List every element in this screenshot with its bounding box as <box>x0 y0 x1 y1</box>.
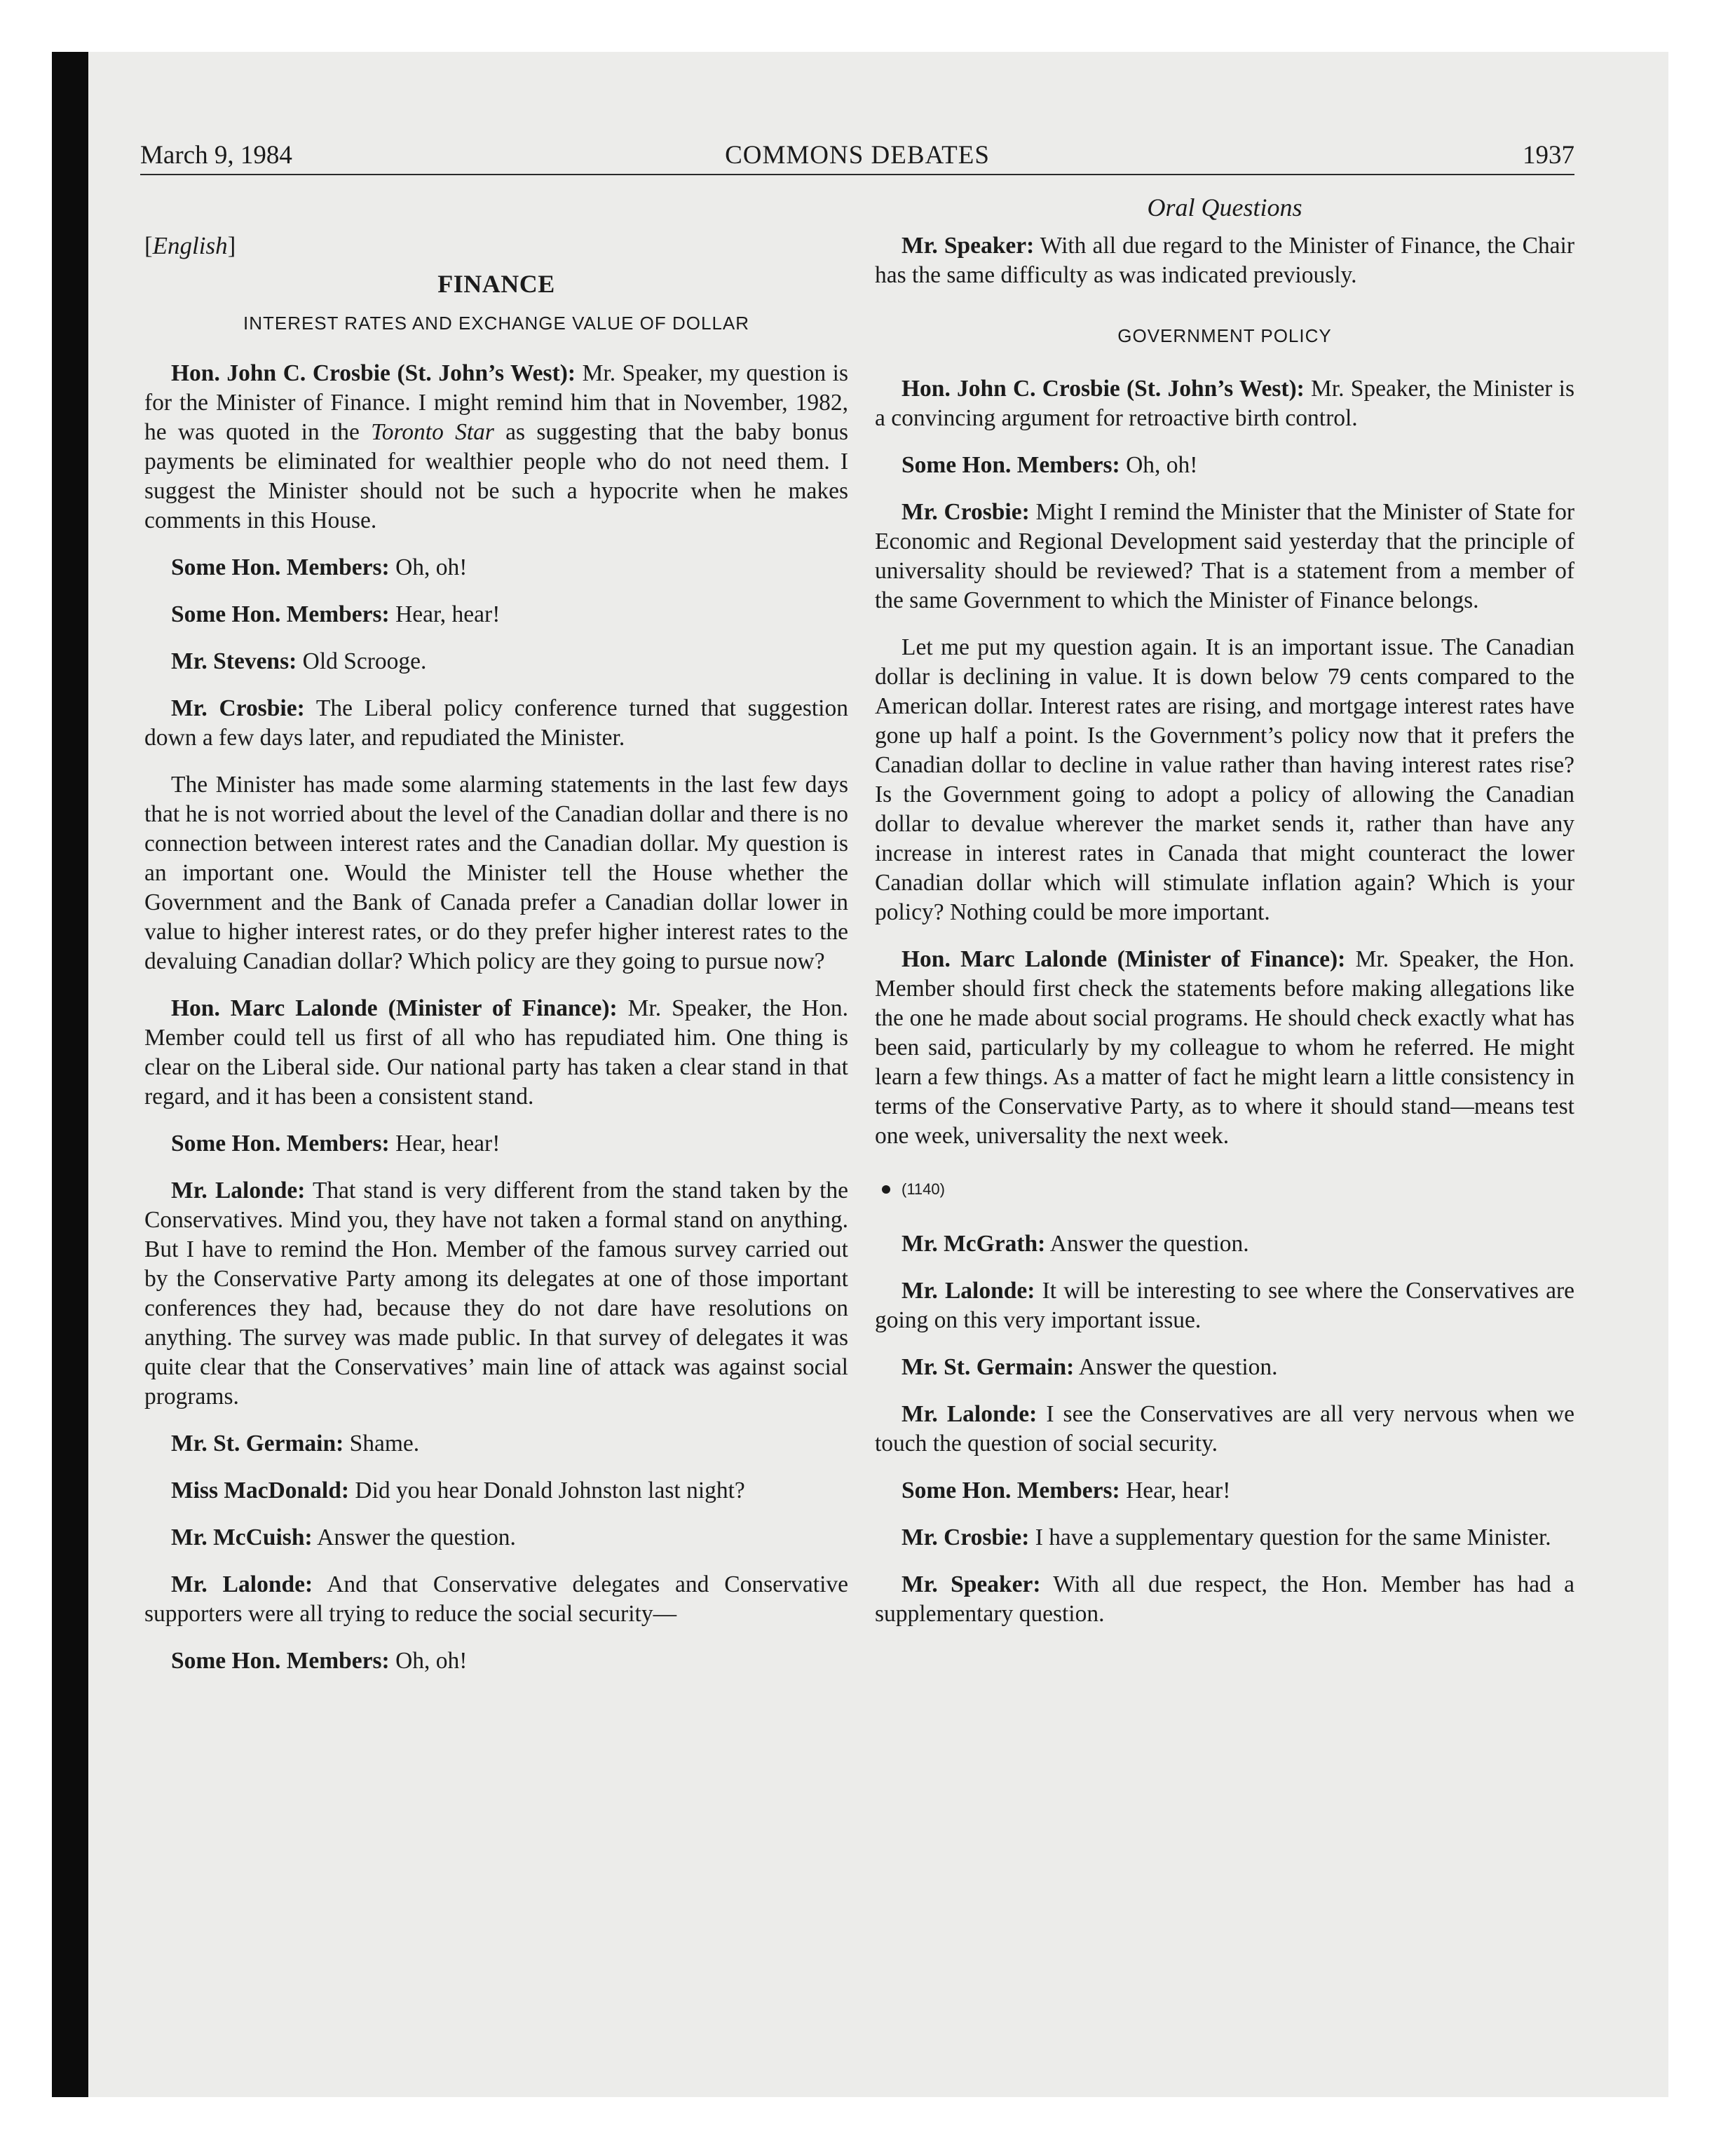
speaker-name: Mr. Crosbie: <box>901 1524 1030 1550</box>
speech-paragraph: Mr. Speaker: With all due respect, the Hon. Member has had a supplementary question. <box>875 1571 1574 1627</box>
speaker-name: Some Hon. Members: <box>171 554 390 580</box>
speech-paragraph: Hon. Marc Lalonde (Minister of Finance): Mr. Speaker, the Hon. Member should first check the statements before making allegations like the one he made about social programs. He should check exactly what has been said, particularly by my colleague to whom he referred. He might learn a few things. As a matter of fact he might learn a little consistency in terms of the Conservative Party, as to where it should stand—means test one week, universality the next week. <box>875 946 1575 1149</box>
speech-paragraph: Mr. Crosbie: I have a supplementary question for the same Minister. <box>901 1524 1551 1550</box>
speech-paragraph: Let me put my question again. It is an important issue. The Canadian dollar is declining in value. It is down below 79 cents compared to the American dollar. Interest rates are rising, and mortgage interest rates have gone up half a point. Is the Government’s policy now that it prefers the Canadian dollar to decline in value rather than having interest rates rise? Is the Government going to adopt a policy of allowing the Canadian dollar to devalue wherever the market sends it, rather than have any increase in interest rates in Canada that might counteract the lower Canadian dollar which will stimulate inflation again? Which is your policy? Nothing could be more important. <box>875 634 1574 925</box>
speech-paragraph: Mr. Lalonde: It will be interesting to see where the Conservatives are going on this very important issue. <box>875 1278 1575 1333</box>
speaker-name: Some Hon. Members: <box>171 1131 390 1157</box>
speaker-name: Some Hon. Members: <box>171 1648 390 1674</box>
time-marker: (1140) <box>875 1175 1574 1204</box>
speech-paragraph: Some Hon. Members: Oh, oh! <box>171 1648 468 1674</box>
section-title: FINANCE <box>437 270 555 298</box>
speech-paragraph: Some Hon. Members: Hear, hear! <box>171 601 501 627</box>
speaker-name: Mr. Lalonde: <box>171 1178 306 1203</box>
speech-paragraph: Mr. McGrath: Answer the question. <box>901 1231 1249 1257</box>
speech-paragraph: Mr. Stevens: Old Scrooge. <box>171 648 427 674</box>
speaker-name: Mr. McGrath: <box>901 1231 1046 1257</box>
speech-paragraph: Mr. St. Germain: Answer the question. <box>901 1354 1278 1380</box>
speech-paragraph: Some Hon. Members: Oh, oh! <box>901 452 1198 478</box>
speech-paragraph: Miss MacDonald: Did you hear Donald Johnston last night? <box>171 1478 745 1503</box>
speaker-name: Hon. John C. Crosbie (St. John’s West): <box>171 360 576 386</box>
subsection-title: GOVERNMENT POLICY <box>1117 325 1332 346</box>
speaker-name: Miss MacDonald: <box>171 1478 350 1503</box>
speaker-name: Mr. McCuish: <box>171 1524 313 1550</box>
speech-paragraph: Mr. Lalonde: And that Conservative delegates and Conservative supporters were all trying to reduce the social security— <box>144 1571 848 1627</box>
speaker-name: Mr. Stevens: <box>171 648 297 674</box>
speech-paragraph: Some Hon. Members: Hear, hear! <box>171 1131 501 1157</box>
speech-paragraph: Mr. Lalonde: I see the Conservatives are all very nervous when we touch the question of social security. <box>875 1401 1574 1456</box>
speech-paragraph: Mr. Lalonde: That stand is very different from the stand taken by the Conservatives. Mind you, they have not taken a formal stand on anything. But I have to remind the Hon. Member of the famous survey carried out by the Conservative Party among its delegates at one of those important conferences they had, because they do not dare have resolutions on anything. The survey was made public. In that survey of delegates it was quite clear that the Conservatives’ main line of attack was against social programs. <box>144 1178 848 1410</box>
header-rule <box>140 174 1574 175</box>
speech-paragraph: Hon. John C. Crosbie (St. John’s West): Mr. Speaker, my question is for the Minister of Finance. I might remind him that in November, 1982, he was quoted in the Toronto Star as suggesting that the baby bonus payments be eliminated for wealthier people who do not need them. I suggest the Minister should not be such a hypocrite when he makes comments in this House. <box>144 360 848 533</box>
speech-paragraph: Mr. Speaker: With all due regard to the Minister of Finance, the Chair has the same difficulty as was indicated previously. <box>875 233 1574 288</box>
speech-paragraph: The Minister has made some alarming statements in the last few days that he is not worried about the level of the Canadian dollar and there is no connection between interest rates and the Canadian dollar. My question is an important one. Would the Minister tell the House whether the Government and the Bank of Canada prefer a Canadian dollar lower in value to higher interest rates, or do they prefer higher interest rates to the devaluing Canadian dollar? Which policy are they going to pursue now? <box>144 772 848 974</box>
language-tag: [English] <box>144 232 236 259</box>
speaker-name: Hon. Marc Lalonde (Minister of Finance): <box>901 946 1346 972</box>
speaker-name: Hon. Marc Lalonde (Minister of Finance): <box>171 995 618 1021</box>
speaker-name: Mr. Crosbie: <box>171 695 305 721</box>
speech-paragraph: Some Hon. Members: Hear, hear! <box>901 1478 1231 1503</box>
speaker-name: Some Hon. Members: <box>901 1478 1120 1503</box>
speech-paragraph: Some Hon. Members: Oh, oh! <box>171 554 468 580</box>
speaker-name: Some Hon. Members: <box>171 601 390 627</box>
speaker-name: Mr. Lalonde: <box>901 1401 1037 1427</box>
speaker-name: Mr. St. Germain: <box>171 1431 344 1456</box>
speaker-name: Some Hon. Members: <box>901 452 1120 478</box>
speech-paragraph: Mr. McCuish: Answer the question. <box>171 1524 516 1550</box>
speech-paragraph: Hon. Marc Lalonde (Minister of Finance): Mr. Speaker, the Hon. Member could tell us first of all who has repudiated him. One thing is clear on the Liberal side. Our national party has taken a clear stand in that regard, and it has been a consistent stand. <box>144 995 848 1110</box>
speech-paragraph: Mr. Crosbie: The Liberal policy conference turned that suggestion down a few days later, and repudiated the Minister. <box>144 695 848 751</box>
speaker-name: Mr. Lalonde: <box>901 1278 1035 1304</box>
running-head: Oral Questions <box>1147 193 1302 221</box>
page-header <box>140 137 1574 174</box>
header-title: COMMONS DEBATES <box>725 141 990 170</box>
newspaper-name: Toronto Star <box>371 419 494 445</box>
right-column <box>875 231 1574 1646</box>
speaker-name: Mr. Speaker: <box>901 233 1035 259</box>
speaker-name: Mr. Lalonde: <box>171 1571 313 1597</box>
speech-paragraph: Mr. St. Germain: Shame. <box>171 1431 420 1456</box>
speaker-name: Hon. John C. Crosbie (St. John’s West): <box>901 376 1305 402</box>
left-column <box>144 231 848 1693</box>
subsection-title: INTEREST RATES AND EXCHANGE VALUE OF DOLLAR <box>243 313 750 334</box>
bullet-icon <box>882 1185 890 1194</box>
header-date: March 9, 1984 <box>140 141 292 170</box>
speech-paragraph: Hon. John C. Crosbie (St. John’s West): Mr. Speaker, the Minister is a convincing argument for retroactive birth control. <box>875 376 1574 431</box>
speaker-name: Mr. Speaker: <box>901 1571 1041 1597</box>
speaker-name: Mr. Crosbie: <box>901 499 1030 525</box>
speech-paragraph: Mr. Crosbie: Might I remind the Minister that the Minister of State for Economic and Regional Development said yesterday that the principle of universality should be reviewed? That is a statement from a member of the same Government to which the Minister of Finance belongs. <box>875 499 1574 613</box>
page-number: 1937 <box>1523 141 1574 170</box>
binding-edge <box>52 52 88 2097</box>
speaker-name: Mr. St. Germain: <box>901 1354 1075 1380</box>
